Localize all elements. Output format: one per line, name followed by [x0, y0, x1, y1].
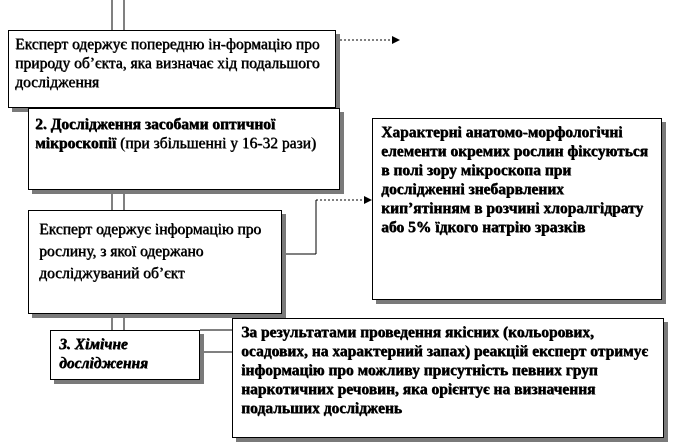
box-plant-info: [28, 210, 282, 314]
box-optical-microscopy-rest: (при збільшенні у 16-32 рази): [116, 135, 316, 152]
box-anatomical-elements: [372, 118, 662, 300]
box-plant-info-text: Експерт одержує інформацію про рослину, з якої одержано досліджуваний об’єкт: [39, 221, 262, 282]
box-chemical-research-text: 3. Хімічне дослідження: [59, 336, 148, 372]
box-chemical-research: [50, 330, 200, 380]
box-chemical-results: [232, 318, 664, 438]
box-anatomical-elements-text: Характерні анатомо-морфологічні елементи окремих рослин фіксуються в полі зору мікроскопа при дослідженні знебарвлених кип’ятінням в розчині хлоралгідрату або 5% їдкого натрію зразків: [381, 124, 648, 236]
box-chemical-results-text: За результатами проведення якісних (кольорових, осадових, на характерний запах) реакцій експерт отримує інформацію про можливу присутність певних груп наркотичних речовин, яка орієнтує на визначення подальших досліджень: [241, 324, 648, 417]
box-optical-microscopy: [28, 108, 340, 190]
box-optical-microscopy-heading: 2. Дослідження засобами оптичної мікроскопії: [35, 116, 276, 152]
box-preliminary-info-text: Експерт одержує попередню ін-формацію про природу об’єкта, яка визначає хід подальшого дослідження: [15, 36, 320, 91]
box-preliminary-info: [8, 30, 336, 108]
